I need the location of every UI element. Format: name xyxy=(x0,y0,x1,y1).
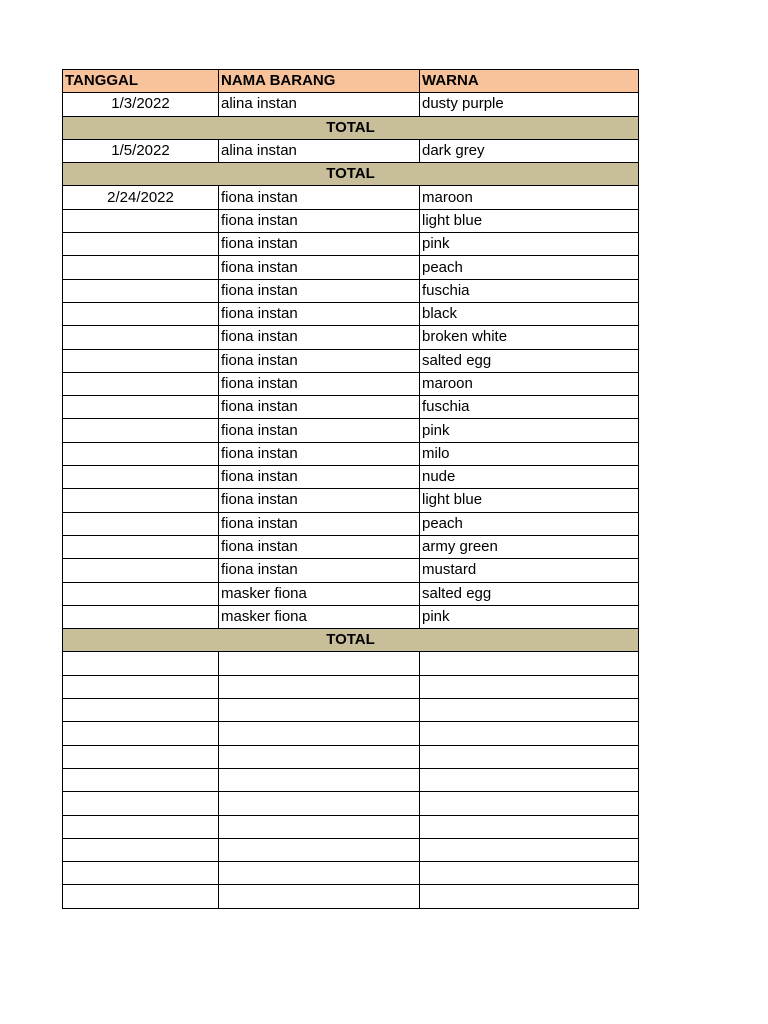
table-body xyxy=(63,70,639,909)
item-cell[interactable]: fiona instan xyxy=(219,489,420,512)
item-cell[interactable]: alina instan xyxy=(219,93,420,116)
date-cell[interactable] xyxy=(63,535,219,558)
date-cell[interactable] xyxy=(63,838,219,861)
table-row xyxy=(63,559,639,582)
color-cell[interactable] xyxy=(420,768,639,791)
table-row xyxy=(63,675,639,698)
date-cell[interactable] xyxy=(63,815,219,838)
item-cell[interactable]: masker fiona xyxy=(219,605,420,628)
color-cell[interactable] xyxy=(420,745,639,768)
table-row xyxy=(63,605,639,628)
color-cell[interactable]: dusty purple xyxy=(420,93,639,116)
table-row xyxy=(63,349,639,372)
table-row xyxy=(63,209,639,232)
item-cell[interactable] xyxy=(219,792,420,815)
total-cell[interactable]: TOTAL xyxy=(63,116,639,139)
table-row xyxy=(63,768,639,791)
date-cell[interactable] xyxy=(63,466,219,489)
date-cell[interactable] xyxy=(63,209,219,232)
date-cell[interactable] xyxy=(63,605,219,628)
table-row xyxy=(63,186,639,209)
color-cell[interactable] xyxy=(420,838,639,861)
color-cell[interactable]: broken white xyxy=(420,326,639,349)
item-cell[interactable]: fiona instan xyxy=(219,349,420,372)
color-cell[interactable]: black xyxy=(420,302,639,325)
color-cell[interactable]: light blue xyxy=(420,209,639,232)
color-cell[interactable]: dark grey xyxy=(420,139,639,162)
date-cell[interactable] xyxy=(63,349,219,372)
table-row xyxy=(63,442,639,465)
item-cell[interactable] xyxy=(219,652,420,675)
table-row xyxy=(63,885,639,908)
item-cell[interactable]: fiona instan xyxy=(219,466,420,489)
total-cell[interactable]: TOTAL xyxy=(63,629,639,652)
item-cell[interactable]: masker fiona xyxy=(219,582,420,605)
color-cell[interactable]: peach xyxy=(420,512,639,535)
date-cell[interactable]: 1/5/2022 xyxy=(63,139,219,162)
table-row xyxy=(63,582,639,605)
item-cell[interactable]: fiona instan xyxy=(219,302,420,325)
color-cell[interactable] xyxy=(420,885,639,908)
item-cell[interactable]: fiona instan xyxy=(219,442,420,465)
table-row xyxy=(63,326,639,349)
table-row xyxy=(63,745,639,768)
date-cell[interactable] xyxy=(63,279,219,302)
item-cell[interactable]: fiona instan xyxy=(219,372,420,395)
item-cell[interactable] xyxy=(219,862,420,885)
table-row xyxy=(63,466,639,489)
color-cell[interactable] xyxy=(420,722,639,745)
color-cell[interactable]: pink xyxy=(420,419,639,442)
item-cell[interactable]: fiona instan xyxy=(219,233,420,256)
item-cell[interactable]: fiona instan xyxy=(219,256,420,279)
item-cell[interactable]: fiona instan xyxy=(219,279,420,302)
item-cell[interactable] xyxy=(219,699,420,722)
date-cell[interactable] xyxy=(63,302,219,325)
date-cell[interactable] xyxy=(63,326,219,349)
table-row xyxy=(63,489,639,512)
date-cell[interactable]: 2/24/2022 xyxy=(63,186,219,209)
item-cell[interactable] xyxy=(219,745,420,768)
color-cell[interactable] xyxy=(420,699,639,722)
date-cell[interactable] xyxy=(63,442,219,465)
table-row xyxy=(63,512,639,535)
color-cell[interactable] xyxy=(420,792,639,815)
date-cell[interactable] xyxy=(63,699,219,722)
table-row xyxy=(63,862,639,885)
date-cell[interactable] xyxy=(63,419,219,442)
table-row xyxy=(63,256,639,279)
table-row xyxy=(63,535,639,558)
date-cell[interactable] xyxy=(63,559,219,582)
color-cell[interactable] xyxy=(420,652,639,675)
table-row xyxy=(63,652,639,675)
header-row xyxy=(63,70,639,93)
color-cell[interactable]: maroon xyxy=(420,372,639,395)
date-cell[interactable] xyxy=(63,792,219,815)
color-cell[interactable]: fuschia xyxy=(420,396,639,419)
color-cell[interactable]: maroon xyxy=(420,186,639,209)
table-row xyxy=(63,372,639,395)
color-cell[interactable]: pink xyxy=(420,233,639,256)
table-row xyxy=(63,279,639,302)
date-cell[interactable] xyxy=(63,256,219,279)
item-cell[interactable]: fiona instan xyxy=(219,396,420,419)
item-cell[interactable] xyxy=(219,885,420,908)
item-cell[interactable]: fiona instan xyxy=(219,535,420,558)
header-cell-nama-barang[interactable]: NAMA BARANG xyxy=(219,70,420,93)
color-cell[interactable] xyxy=(420,675,639,698)
date-cell[interactable] xyxy=(63,862,219,885)
date-cell[interactable]: 1/3/2022 xyxy=(63,93,219,116)
date-cell[interactable] xyxy=(63,512,219,535)
color-cell[interactable]: salted egg xyxy=(420,582,639,605)
table-row xyxy=(63,815,639,838)
color-cell[interactable]: mustard xyxy=(420,559,639,582)
item-cell[interactable]: fiona instan xyxy=(219,419,420,442)
header-cell-warna[interactable]: WARNA xyxy=(420,70,639,93)
color-cell[interactable]: milo xyxy=(420,442,639,465)
color-cell[interactable] xyxy=(420,815,639,838)
item-cell[interactable] xyxy=(219,722,420,745)
item-cell[interactable] xyxy=(219,675,420,698)
date-cell[interactable] xyxy=(63,885,219,908)
total-row xyxy=(63,163,639,186)
color-cell[interactable]: salted egg xyxy=(420,349,639,372)
color-cell[interactable]: pink xyxy=(420,605,639,628)
table-row xyxy=(63,396,639,419)
table-row xyxy=(63,792,639,815)
color-cell[interactable]: army green xyxy=(420,535,639,558)
item-cell[interactable] xyxy=(219,838,420,861)
item-cell[interactable]: fiona instan xyxy=(219,512,420,535)
table-row xyxy=(63,139,639,162)
date-cell[interactable] xyxy=(63,489,219,512)
spreadsheet-table xyxy=(62,69,639,909)
date-cell[interactable] xyxy=(63,745,219,768)
table-row xyxy=(63,838,639,861)
table-row xyxy=(63,722,639,745)
item-cell[interactable]: fiona instan xyxy=(219,209,420,232)
date-cell[interactable] xyxy=(63,768,219,791)
total-row xyxy=(63,629,639,652)
date-cell[interactable] xyxy=(63,675,219,698)
table-row xyxy=(63,302,639,325)
item-cell[interactable]: fiona instan xyxy=(219,326,420,349)
item-cell[interactable] xyxy=(219,815,420,838)
date-cell[interactable] xyxy=(63,652,219,675)
date-cell[interactable] xyxy=(63,722,219,745)
item-cell[interactable]: fiona instan xyxy=(219,186,420,209)
table-row xyxy=(63,419,639,442)
color-cell[interactable] xyxy=(420,862,639,885)
total-row xyxy=(63,116,639,139)
table-row xyxy=(63,93,639,116)
color-cell[interactable]: nude xyxy=(420,466,639,489)
color-cell[interactable]: peach xyxy=(420,256,639,279)
color-cell[interactable]: light blue xyxy=(420,489,639,512)
date-cell[interactable] xyxy=(63,372,219,395)
date-cell[interactable] xyxy=(63,582,219,605)
date-cell[interactable] xyxy=(63,396,219,419)
header-cell-tanggal[interactable]: TANGGAL xyxy=(63,70,219,93)
date-cell[interactable] xyxy=(63,233,219,256)
item-cell[interactable]: fiona instan xyxy=(219,559,420,582)
total-cell[interactable]: TOTAL xyxy=(63,163,639,186)
item-cell[interactable] xyxy=(219,768,420,791)
table-row xyxy=(63,233,639,256)
table-row xyxy=(63,699,639,722)
color-cell[interactable]: fuschia xyxy=(420,279,639,302)
item-cell[interactable]: alina instan xyxy=(219,139,420,162)
